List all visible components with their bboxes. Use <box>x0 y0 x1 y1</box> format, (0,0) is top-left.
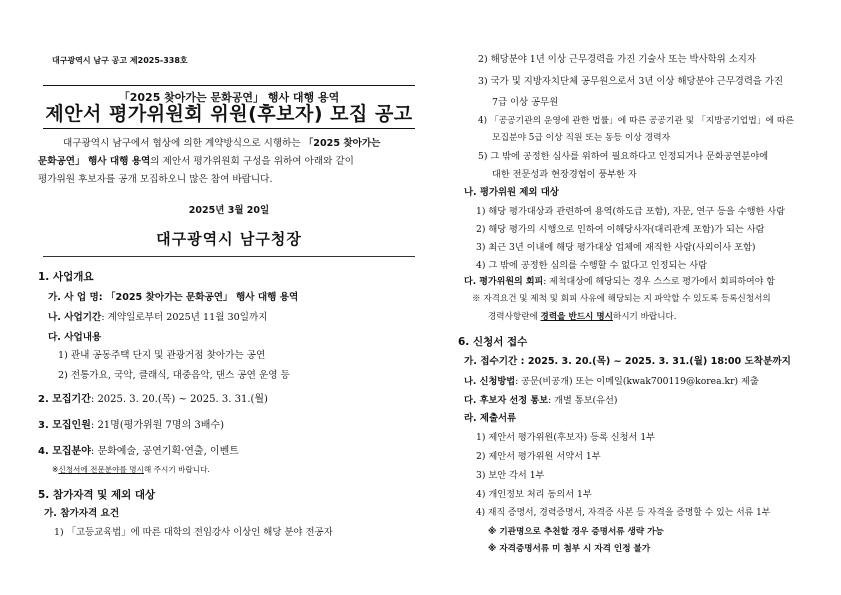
eligibility-item: 3) 국가 및 지방자치단체 공무원으로서 3년 이상 해당분야 근무경력을 가진 <box>478 76 784 87</box>
eligibility-item: 5) 그 밖에 공정한 심사를 위하여 필요하다고 인정되거나 문화공연분야에 <box>478 151 769 162</box>
application-period: 가. 접수기간 : 2025. 3. 20.(목) ~ 2025. 3. 31.(월) 18:00 도착분까지 <box>464 356 791 367</box>
eligibility-item: 4) 「공공기관의 운영에 관한 법률」에 따른 공공기관 및 「지방공기업법」에 따른 <box>478 116 794 126</box>
intro-text: 대구광역시 남구에서 협상에 의한 계약방식으로 시행하는 <box>63 138 304 149</box>
application-method-value: : 공문(비공개) 또는 이메일(kwak700119@korea.kr) 제출 <box>515 376 759 387</box>
intro-text: 평가위원 후보자를 공개 모집하오니 많은 참여 바랍니다. <box>38 174 273 185</box>
recruit-field-note: ※신청서에 전문분야를 명시해 주시기 바랍니다. <box>52 465 210 474</box>
intro-text: 의 제안서 평가위원회 구성을 위하여 아래와 같이 <box>150 156 354 167</box>
top-rule <box>43 85 415 86</box>
project-period-value: : 계약일로부터 2025년 11월 30일까지 <box>101 312 268 323</box>
issuer-rule <box>43 256 415 257</box>
recruit-period-label: 2. 모집기간 <box>38 394 91 405</box>
eligibility-item-cont: 대한 전문성과 현장경험이 풍부한 자 <box>492 169 637 180</box>
notice-date: 2025년 3월 20일 <box>188 205 270 216</box>
eligibility-item: 2) 해당분야 1년 이상 근무경력을 가진 기술사 또는 박사학위 소지자 <box>478 54 756 65</box>
documents-note: ※ 기관명으로 추천할 경우 증명서류 생략 가능 <box>488 527 664 537</box>
avoidance-label: 다. 평가위원의 회피 <box>464 277 544 287</box>
exclusion-heading: 나. 평가위원 제외 대상 <box>464 187 559 198</box>
exclusion-item: 1) 해당 평가대상과 관련하여 용역(하도급 포함), 자문, 연구 등을 수행한 사람 <box>476 206 786 217</box>
recruit-count-value: : 21명(평가위원 7명의 3배수) <box>90 420 224 431</box>
notification-value: : 개별 통보(유선) <box>548 395 618 406</box>
document-item: 2) 제안서 평가위원 서약서 1부 <box>476 451 601 462</box>
document-item: 3) 보안 각서 1부 <box>476 470 545 481</box>
notification-label: 다. 후보자 선정 통보 <box>464 395 549 406</box>
document-item: 4) 개인정보 처리 동의서 1부 <box>476 489 592 500</box>
doc-subtitle: 「2025 찾아가는 문화공연」 행사 대행 용역 <box>118 91 340 104</box>
documents-heading: 라. 제출서류 <box>464 413 517 424</box>
project-name-value: : 「2025 찾아가는 문화공연」 행사 대행 용역 <box>98 292 299 303</box>
issuer-name: 대구광역시 남구청장 <box>156 230 302 248</box>
recruit-field-label: 4. 모집분야 <box>38 446 91 457</box>
eligibility-item-cont: 7급 이상 공무원 <box>492 97 559 108</box>
intro-project-name-cont: 문화공연」 행사 대행 용역 <box>38 156 151 167</box>
section-1-heading: 1. 사업개요 <box>38 271 94 283</box>
section-5-heading: 5. 참가자격 및 제외 대상 <box>38 489 156 501</box>
project-content-label: 다. 사업내용 <box>48 332 102 343</box>
project-content-item: 1) 관내 공동주택 단지 및 관광거점 찾아가는 공연 <box>58 350 266 361</box>
exclusion-item: 2) 해당 평가의 시행으로 인하여 이해당사자(대리관계 포함)가 되는 사람 <box>476 224 765 235</box>
recruit-field-value: : 문화예술, 공연기획·연출, 이벤트 <box>90 446 239 457</box>
career-note-cont: 경력사항란에 경력을 반드시 명시하시기 바랍니다. <box>488 312 677 322</box>
application-method-label: 나. 신청방법 <box>464 376 516 387</box>
eligibility-item: 1) 「고등교육법」에 따른 대학의 전임강사 이상인 해당 분야 전공자 <box>54 527 333 538</box>
documents-note: ※ 자격증명서류 미 첨부 시 자격 인정 불가 <box>488 544 651 554</box>
intro-project-name: 「2025 찾아가는 <box>303 138 381 149</box>
project-name-label: 가. 사 업 명 <box>48 292 99 303</box>
doc-number: 대구광역시 남구 공고 제2025-338호 <box>52 56 188 65</box>
doc-title: 제안서 평가위원회 위원(후보자) 모집 공고 <box>45 103 413 125</box>
section-6-heading: 6. 신청서 접수 <box>458 336 528 348</box>
document-item: 1) 제안서 평가위원(후보자) 등록 신청서 1부 <box>476 432 656 443</box>
eligibility-item-cont: 모집분야 5급 이상 직원 또는 동등 이상 경력자 <box>492 133 671 143</box>
exclusion-item: 4) 그 밖에 공정한 심의를 수행할 수 없다고 인정되는 사람 <box>476 260 707 271</box>
title-rule <box>43 128 415 129</box>
project-content-item: 2) 전통가요, 국악, 클래식, 대중음악, 댄스 공연 운영 등 <box>58 370 290 381</box>
document-item: 4) 재직 증명서, 경력증명서, 자격증 사본 등 자격을 증명할 수 있는 서류 1부 <box>476 508 771 518</box>
recruit-period-value: : 2025. 3. 20.(목) ~ 2025. 3. 31.(월) <box>90 394 268 405</box>
project-period-label: 나. 사업기간 <box>48 312 102 323</box>
career-note: ※ 자격요건 및 제척 및 회피 사유에 해당되는 지 파악할 수 있도록 등록신청서의 <box>472 294 771 304</box>
recruit-count-label: 3. 모집인원 <box>38 420 91 431</box>
avoidance-value: : 제척대상에 해당되는 경우 스스로 평가에서 회피하여야 함 <box>543 277 775 287</box>
exclusion-item: 3) 최근 3년 이내에 해당 평가대상 업체에 재직한 사람(사외이사 포함) <box>476 242 756 253</box>
eligibility-heading: 가. 참가자격 요건 <box>44 508 120 519</box>
